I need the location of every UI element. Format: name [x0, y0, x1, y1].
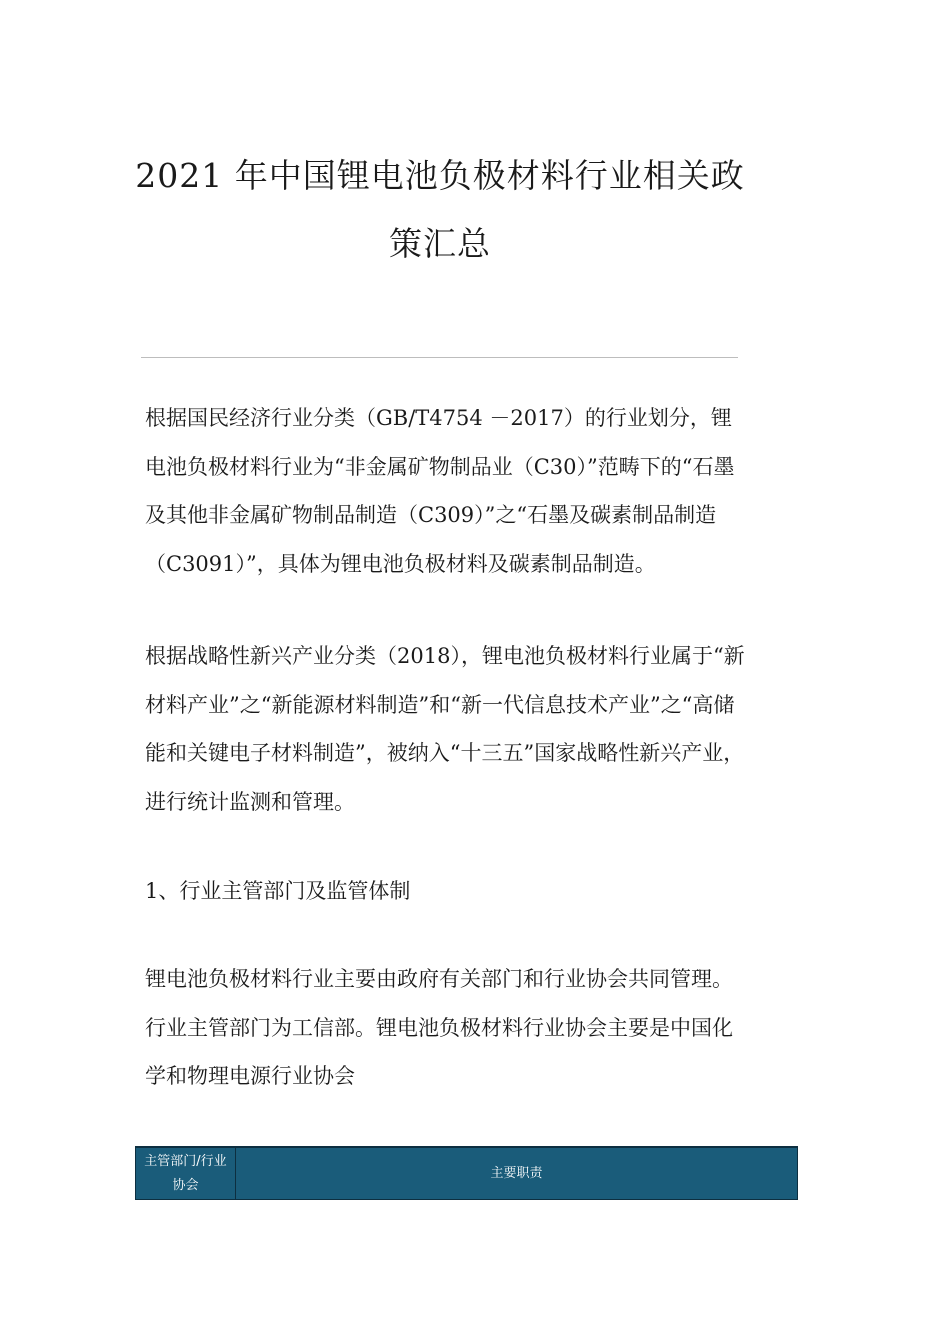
regulation-table-header [135, 1146, 798, 1200]
paragraph-industry-classification: 根据国民经济行业分类（GB/T4754 －2017）的行业划分，锂电池负极材料行业为“非金属矿物制品业（C30）”范畴下的“石墨及其他非金属矿物制品制造（C309）”之“石墨及碳素制品制造（C3091）”，具体为锂电池负极材料及碳素制品制造。 [145, 406, 735, 576]
section-heading: 1、行业主管部门及监管体制 [145, 879, 411, 903]
title-divider [141, 357, 738, 358]
table-header-duties: 主要职责 [490, 1165, 543, 1181]
document-title-line-1: 2021 年中国锂电池负极材料行业相关政 [135, 156, 745, 195]
paragraph-strategic-classification: 根据战略性新兴产业分类（2018），锂电池负极材料行业属于“新材料产业”之“新能源材料制造”和“新一代信息技术产业”之“高储能和关键电子材料制造”，被纳入“十三五”国家战略性新兴产业，进行统计监测和管理。 [145, 644, 745, 814]
paragraph-regulatory-bodies: 锂电池负极材料行业主要由政府有关部门和行业协会共同管理。行业主管部门为工信部。锂电池负极材料行业协会主要是中国化学和物理电源行业协会 [145, 967, 733, 1088]
table-header-department: 主管部门/行业协会 [136, 1148, 236, 1199]
document-title-line-2: 策汇总 [389, 224, 491, 263]
